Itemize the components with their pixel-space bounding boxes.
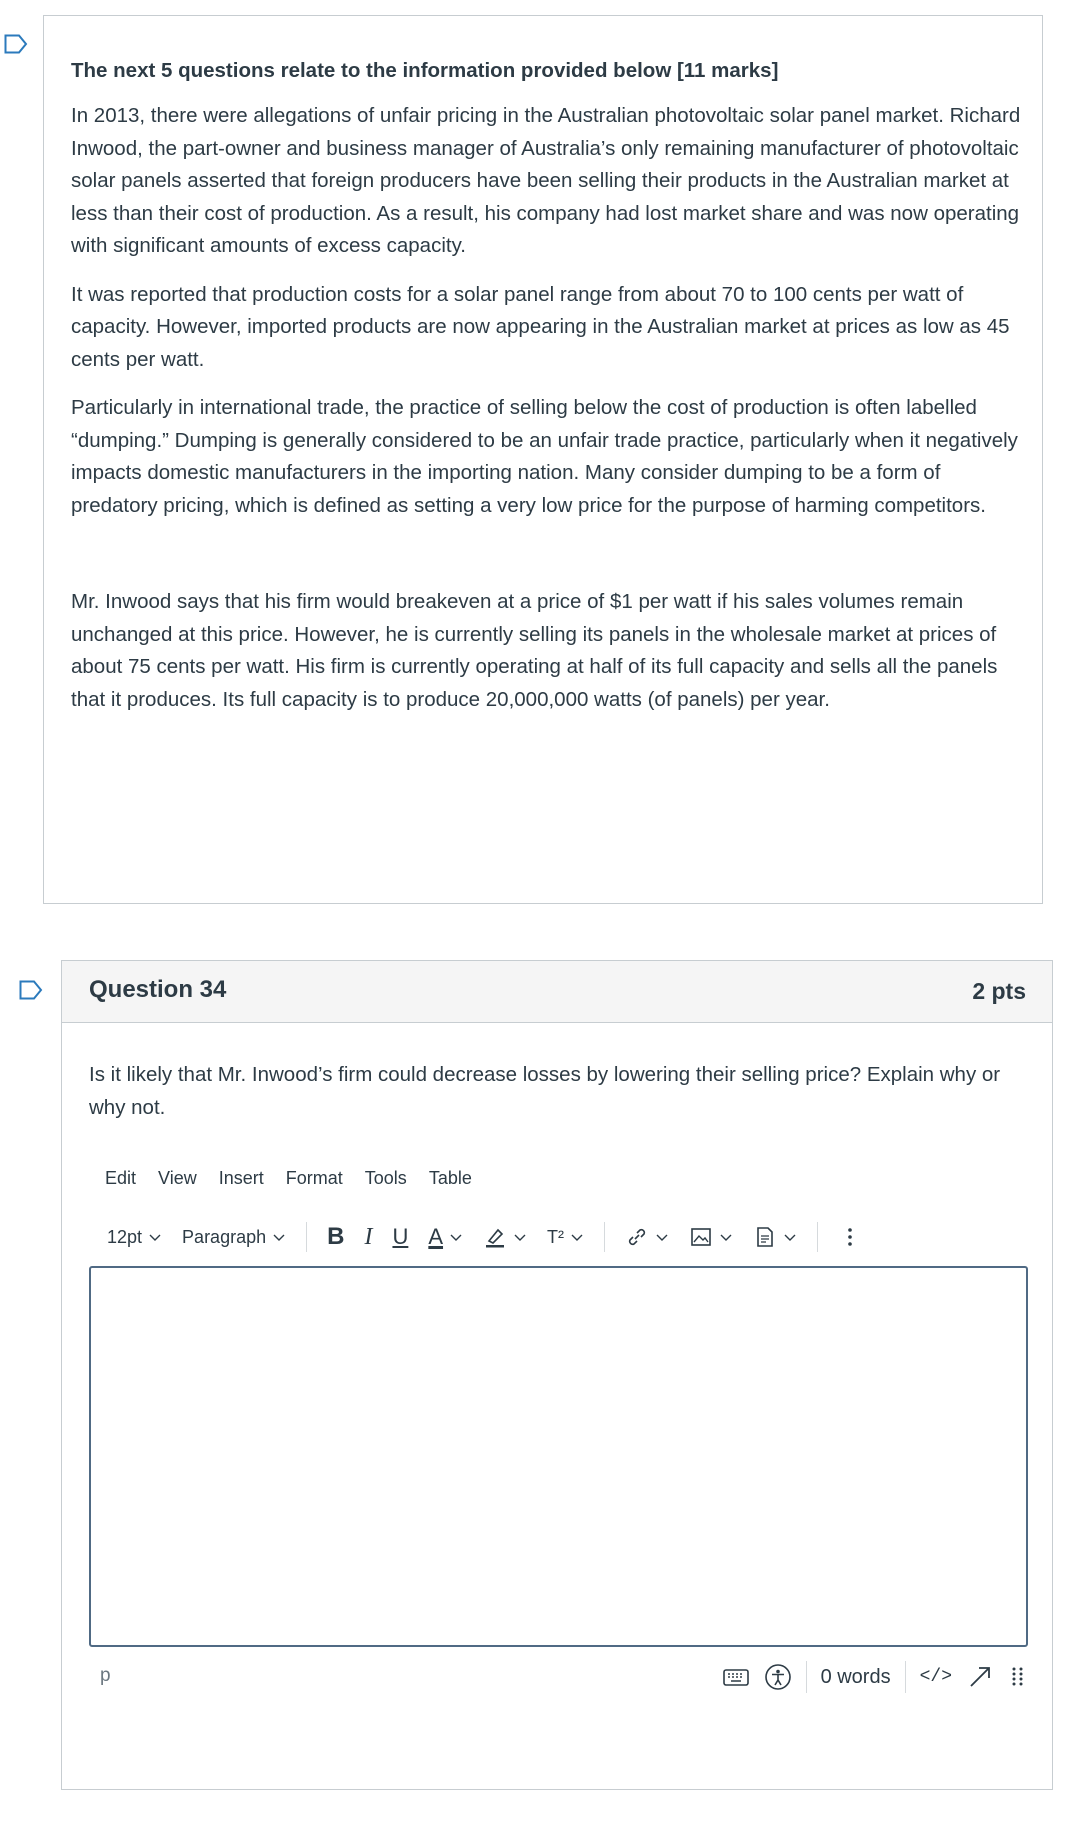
editor-toolbar (107, 1216, 1027, 1258)
chevron-down-icon (719, 1230, 733, 1244)
chevron-down-icon (148, 1230, 162, 1244)
info-paragraph-3: Particularly in international trade, the practice of selling below the cost of production is often labelled “dumping.” Dumping is generally considered to be an unfair trade practice, particularly when it negatively impacts domestic manufacturers in the importing nation. Many consider dumping to be a form of predatory pricing, which is defined as setting a very low price for the purpose of harming competitors. (71, 396, 1018, 517)
text-color-icon: A (428, 1224, 444, 1249)
italic-button[interactable]: I (364, 1223, 373, 1250)
fullscreen-icon[interactable] (966, 1663, 994, 1691)
image-button[interactable] (689, 1225, 733, 1249)
info-panel (43, 15, 1043, 904)
bold-button[interactable]: B (327, 1223, 345, 1250)
info-paragraph-2: It was reported that production costs for a solar panel range from about 70 to 100 cents per watt of capacity. However, imported products are now appearing in the Australian market at prices as low as 45 cents per watt. (71, 282, 1010, 371)
word-count[interactable]: 0 words (820, 1665, 891, 1688)
block-format-value: Paragraph (182, 1226, 267, 1247)
font-size-value: 12pt (107, 1226, 143, 1247)
document-button[interactable] (753, 1225, 797, 1249)
answer-editor[interactable] (89, 1266, 1028, 1647)
question-header (62, 961, 1052, 1023)
statusbar-divider (905, 1661, 906, 1693)
menu-table[interactable]: Table (428, 1168, 472, 1188)
menu-insert[interactable]: Insert (218, 1168, 264, 1188)
menu-tools[interactable]: Tools (364, 1168, 407, 1188)
editor-statusbar (89, 1653, 1028, 1701)
more-options-button[interactable] (838, 1225, 862, 1249)
info-heading: The next 5 questions relate to the information provided below [11 marks] (71, 59, 779, 82)
toolbar-divider (306, 1222, 307, 1252)
question-points: 2 pts (972, 978, 1026, 1004)
keyboard-icon[interactable] (722, 1665, 750, 1689)
editor-menubar (105, 1168, 494, 1189)
chevron-down-icon (570, 1230, 584, 1244)
image-icon (689, 1225, 713, 1249)
link-button[interactable] (625, 1225, 669, 1249)
chevron-down-icon (783, 1230, 797, 1244)
underline-button[interactable]: U (392, 1224, 409, 1249)
chevron-down-icon (272, 1230, 286, 1244)
chevron-down-icon (655, 1230, 669, 1244)
text-color-button[interactable] (428, 1224, 463, 1250)
block-format-select[interactable] (182, 1227, 286, 1248)
more-vertical-icon (838, 1225, 862, 1249)
question-title: Question 34 (89, 976, 227, 1003)
highlighter-icon (483, 1225, 507, 1249)
question-panel (61, 960, 1053, 1790)
menu-view[interactable]: View (158, 1168, 197, 1188)
toolbar-divider (604, 1222, 605, 1252)
chevron-down-icon (449, 1230, 463, 1244)
superscript-button[interactable] (547, 1227, 584, 1248)
superscript-icon: T² (547, 1226, 565, 1247)
highlight-color-button[interactable] (483, 1225, 527, 1249)
element-path[interactable]: p (100, 1665, 111, 1686)
chevron-down-icon (513, 1230, 527, 1244)
menu-edit[interactable]: Edit (105, 1168, 137, 1188)
toolbar-divider (817, 1222, 818, 1252)
flag-icon[interactable] (4, 34, 28, 54)
info-paragraph-4: Mr. Inwood says that his firm would breakeven at a price of $1 per watt if his sales volumes remain unchanged at this price. However, he is currently selling its panels in the wholesale market at prices of about 75 cents per watt. His firm is currently operating at half of its full capacity and sells all the panels that it produces. Its full capacity is to produce 20,000,000 watts (of panels) per year. (71, 590, 998, 711)
flag-icon[interactable] (19, 980, 43, 1000)
accessibility-icon[interactable] (764, 1663, 792, 1691)
info-paragraph-1: In 2013, there were allegations of unfair pricing in the Australian photovoltaic solar panel market. Richard Inwood, the part-owner and business manager of Australia’s only remaining manufacturer of photovoltaic solar panels asserted that foreign producers have been selling their products in the Australian market at less than their cost of production. As a result, his company had lost market share and was now operating with significant amounts of excess capacity. (71, 104, 1021, 257)
statusbar-divider (806, 1661, 807, 1693)
menu-format[interactable]: Format (285, 1168, 343, 1188)
drag-handle-icon[interactable] (1008, 1663, 1028, 1691)
html-editor-toggle[interactable]: </> (919, 1667, 952, 1687)
document-icon (753, 1225, 777, 1249)
question-text: Is it likely that Mr. Inwood’s firm could decrease losses by lowering their selling price? Explain why or why not. (89, 1063, 1001, 1119)
font-size-select[interactable] (107, 1227, 162, 1248)
link-icon (625, 1225, 649, 1249)
